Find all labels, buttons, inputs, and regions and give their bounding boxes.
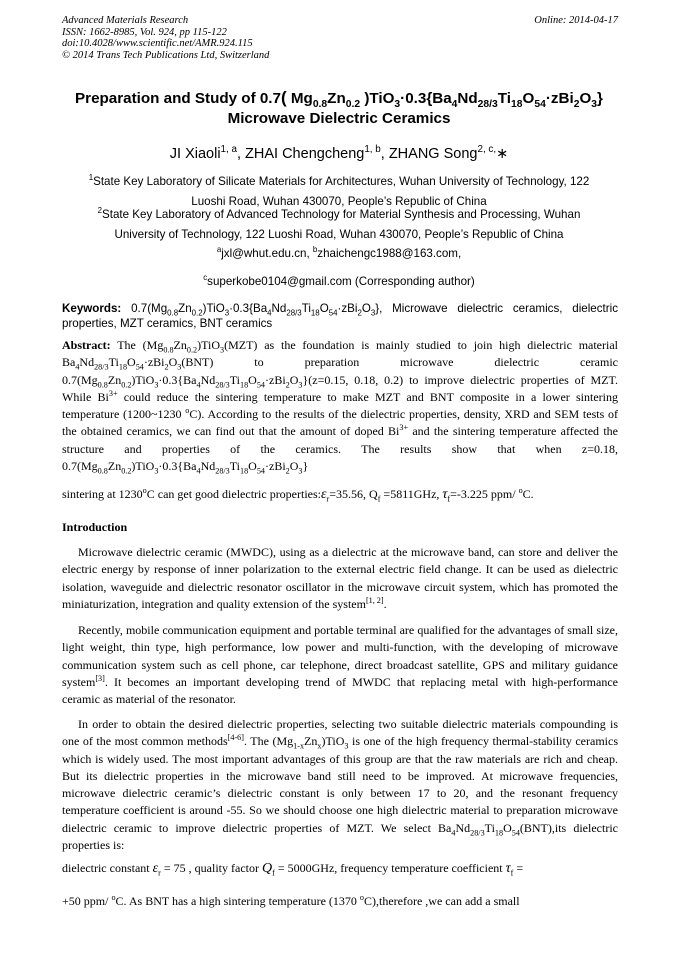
dielectric-values-line: dielectric constant $\varepsilon_r = 75$ , quality factor $Q_f = 5000GHz$, frequency temperature coefficient $\tau_f$ = (62, 861, 524, 878)
intro-paragraph-3: In order to obtain the desired dielectric properties, selecting two suitable dielectric materials compounding is one of the most common methods[4-6]. The $(Mg_{1-x}Zn_x)TiO_3$ is one of the high frequency thermal-stability ceramics which is widely used. The most important advantages of this group are that the raw materials are rich and cheap. But its dielectric properties in the microwave band still need to be improved. At microwave frequencies, microwave dielectric ceramic’s dielectric constant is only between 17 to 20, and the resonant frequency temperature coefficient is around -55. So we should choose one high dielectric material to preparation microwave dielectric ceramic to improve dielectric properties of MZT. We select $Ba_4Nd_{28/3}Ti_{18}O_{54}(BNT),its$ dielectric properties is: (62, 717, 618, 853)
title-line-2: Microwave Dielectric Ceramics (227, 110, 451, 127)
intro-last-line: +50 ppm/ $^o$C. As BNT has a high sintering temperature (1370 $^o$C),therefore ,we can add a small (62, 893, 520, 908)
journal-copyright: © 2014 Trans Tech Publications Ltd, Switzerland (62, 49, 270, 61)
corresponding-email: $^c$superkobe0104@gmail.com (Corresponding author) (203, 273, 475, 288)
affiliation-2: $^2$State Key Laboratory of Advanced Technology for Material Synthesis and Processing, Wuhan University of Technology, 122 Luoshi Road, Wuhan 430070, People’s Republic of China (97, 206, 581, 241)
affiliation-1: $^1$State Key Laboratory of Silicate Materials for Architectures, Wuhan University of Technology, 122 Luoshi Road, Wuhan 430070, People’s Republic of China (88, 173, 590, 208)
author-emails: $^a$jxl@whut.edu.cn, $^b$zhaichengc1988@163.com, (216, 245, 462, 260)
online-date: Online: 2014-04-17 (534, 15, 618, 26)
journal-name: Advanced Materials Research (62, 15, 189, 26)
journal-header (62, 15, 618, 61)
author-list: JI Xiaoli$^{1, a}$, ZHAI Chengcheng$^{1, b}$, ZHANG Song$^{2, c,}$∗ (169, 144, 509, 162)
abstract-results-line: sintering at 1230$^o$C can get good dielectric $properties:\varepsilon_r=35.56$, $Q_f =5811GHz$, $\tau_f=-3.225$ ppm/ $^o$C. (62, 486, 534, 504)
section-heading-introduction: Introduction (62, 520, 128, 534)
journal-issn: ISSN: 1662-8985, Vol. 924, pp 115-122 (62, 26, 227, 38)
abstract: Abstract: The $(Mg_{0.8}Zn_{0.2})TiO_3(MZT)$ as the foundation is mainly studied to join high dielectric material $Ba_4Nd_{28/3}Ti_{18}O_{54}\cdot zBi_2O_3(BNT)$ to preparation microwave dielectric ceramic $0.7(Mg_{0.8}Zn_{0.2})TiO_3\cdot 0.3\{Ba_4Nd_{28/3}Ti_{18}O_{54}\cdot zBi_2O_3\}(z=0.15$, 0.18, 0.2) to improve dielectric properties of MZT. While $Bi^{3+}$ could reduce the sintering temperature to make MZT and BNT composite in a lower sintering temperature (1200~1230 $^o$C). According to the results of the dielectric properties, density, XRD and SEM tests of the obtained ceramics, we can find out that the amount of doped $Bi^{3+}$ and the sintering temperature affected the structure and properties of the ceramics. The results show that when z=0.18, $0.7(Mg_{0.8}Zn_{0.2})TiO_3\cdot 0.3\{Ba_4Nd_{28/3}Ti_{18}O_{54}\cdot zBi_2O_3\}$ (62, 338, 619, 476)
journal-doi: doi:10.4028/www.scientific.net/AMR.924.115 (62, 38, 253, 50)
paper-title (40, 88, 638, 129)
intro-paragraph-2: Recently, mobile communication equipment and portable terminal are qualified for the advantages of small size, light weight, thin type, high performance, low power and multi-function, with the developing of microwave communication system such as cell phone, car telephone, direct broadcast satellite, GPS and military guidance system[3]. It becomes an important developing trend of MWDC that replacing metal with high-performance ceramic as material of the resonator. (62, 623, 618, 707)
intro-paragraph-1: Microwave dielectric ceramic (MWDC), using as a dielectric at the microwave band, can store and deliver the electric energy by response of inner polarization to the external electric field change. It can be used as dielectric isolation, waveguide and dielectric resonator oscillator in the microwave circuit system, which has promoted the miniaturization, integration and quality extension of the system[1, 2]. (62, 545, 618, 611)
title-line-1: Preparation and Study of 0.7( $Mg_{0.8}Zn_{0.2}$ )$TiO_3\cdot 0.3\{Ba_4Nd_{28/3}Ti_{18}O_{54}\cdot zBi_2O_3\}$ (75, 88, 603, 111)
keywords: Keywords: $0.7(Mg_{0.8}Zn_{0.2})TiO_3\cdot 0.3\{Ba_4Nd_{28/3}Ti_{18}O_{54}\cdot zBi_2O_3\}$, Microwave dielectric ceramics, dielectric properties, MZT ceramics, BNT ceramics (62, 302, 618, 330)
corresponding-star: ∗ (496, 146, 509, 162)
